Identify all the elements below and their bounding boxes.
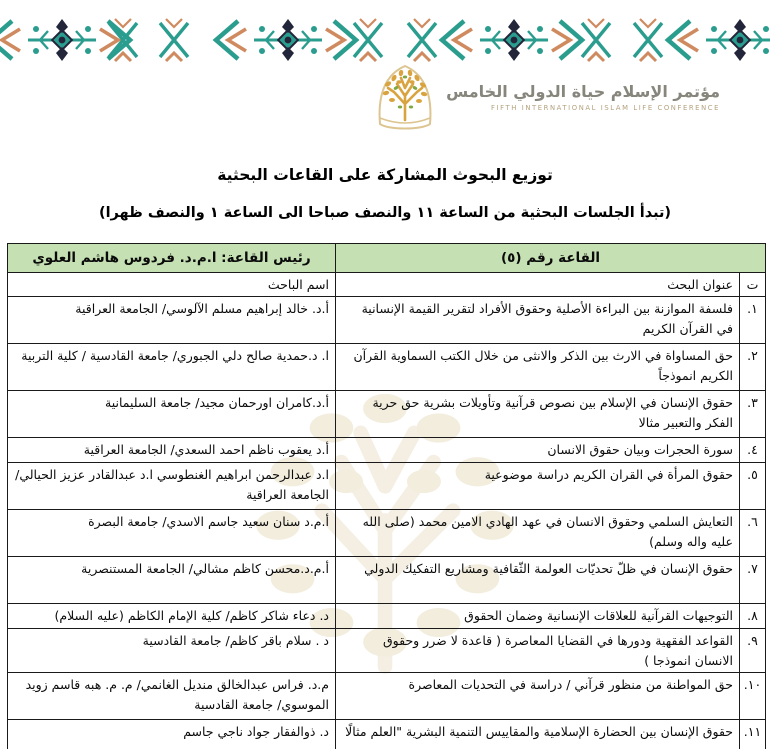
table-row: [8, 629, 766, 673]
chair-header-cell: رئيس القاعة: ا.م.د. فردوس هاشم العلوي: [8, 244, 336, 273]
researcher-name: أ.م.د.محسن كاظم مشالي/ الجامعة المستنصرية: [8, 557, 336, 604]
row-number: ٢.: [740, 344, 766, 391]
researcher-name: أ.د يعقوب ناظم احمد السعدي/ الجامعة العراقية: [8, 438, 336, 463]
research-title: التعايش السلمي وحقوق الانسان في عهد الهادي الامين محمد (صلى الله عليه واله وسلم): [336, 510, 740, 557]
schedule-table: [7, 243, 766, 749]
table-row: [8, 720, 766, 749]
page-title: توزيع البحوث المشاركة على القاعات البحثية: [217, 166, 553, 184]
table-row: [8, 673, 766, 720]
researcher-name: ا.د عبدالرحمن ابراهيم الغنطوسي ا.د عبدالقادر عزيز الحيالي/ الجامعة العراقية: [8, 463, 336, 510]
row-number: ٣.: [740, 391, 766, 438]
researcher-name: د . سلام باقر كاظم/ جامعة القادسية: [8, 629, 336, 673]
research-title: حقوق المرأة في القران الكريم دراسة موضوعية: [336, 463, 740, 510]
table-row: [8, 297, 766, 344]
conference-logo: [372, 60, 720, 134]
logo-subtitle-english: FIFTH INTERNATIONAL ISLAM LIFE CONFERENCE: [491, 104, 720, 112]
research-title: حقوق الإنسان في الإسلام بين نصوص قرآنية وتأويلات بشرية حق حرية الفكر والتعبير مثالا: [336, 391, 740, 438]
researcher-name: أ.م.د سنان سعيد جاسم الاسدي/ جامعة البصرة: [8, 510, 336, 557]
row-number: ٤.: [740, 438, 766, 463]
researcher-name: د. ذوالفقار جواد ناجي جاسم: [8, 720, 336, 749]
research-title: حق المساواة في الارث بين الذكر والانثى من خلال الكتب السماوية القرآن الكريم انموذجاً: [336, 344, 740, 391]
researcher-name: م.د. فراس عبدالخالق منديل الغانمي/ م. م. هبه قاسم زويد الموسوي/ جامعة القادسية: [8, 673, 336, 720]
row-number: ٦.: [740, 510, 766, 557]
research-title: سورة الحجرات وبيان حقوق الانسان: [336, 438, 740, 463]
row-number: ١١.: [740, 720, 766, 749]
column-header-num: ت: [740, 273, 766, 297]
research-title: حقوق الإنسان بين الحضارة الإسلامية والمقاييس التنمية البشرية "العلم مثالًا: [336, 720, 740, 749]
page-subtitle: (تبدأ الجلسات البحثية من الساعة ١١ والنصف صباحا الى الساعة ١ والنصف ظهرا): [98, 205, 672, 221]
row-number: ٩.: [740, 629, 766, 673]
table-row: [8, 463, 766, 510]
research-title: التوجيهات القرآنية للعلاقات الإنسانية وضمان الحقوق: [336, 604, 740, 629]
researcher-name: أ.د. خالد إبراهيم مسلم الآلوسي/ الجامعة العراقية: [8, 297, 336, 344]
research-title: فلسفة الموازنة بين البراءة الأصلية وحقوق الأفراد لتقرير القيمة الإنسانية في القرآن الكريم: [336, 297, 740, 344]
researcher-name: أ.د.كامران اورحمان مجيد/ جامعة السليمانية: [8, 391, 336, 438]
researcher-name: د. دعاء شاكر كاظم/ كلية الإمام الكاظم (عليه السلام): [8, 604, 336, 629]
researcher-name: ا. د.حمدية صالح دلي الجبوري/ جامعة القادسية / كلية التربية: [8, 344, 336, 391]
column-header-name: اسم الباحث: [8, 273, 336, 297]
table-row: [8, 438, 766, 463]
table-row: [8, 391, 766, 438]
row-number: ٨.: [740, 604, 766, 629]
row-number: ١.: [740, 297, 766, 344]
table-row: [8, 510, 766, 557]
logo-title-arabic: مؤتمر الإسلام حياة الدولي الخامس: [446, 82, 720, 101]
table-row: [8, 604, 766, 629]
research-title: القواعد الفقهية ودورها في القضايا المعاصرة ( قاعدة لا ضرر وحقوق الانسان انموذجا ): [336, 629, 740, 673]
research-title: حقوق الإنسان في ظلّ تحديّات العولمة الثّقافية ومشاريع التفكيك الدولي: [336, 557, 740, 604]
column-header-title: عنوان البحث: [336, 273, 740, 297]
research-title: حق المواطنة من منظور قرآني / دراسة في التحديات المعاصرة: [336, 673, 740, 720]
tree-in-dome-icon: [372, 60, 438, 134]
row-number: ٥.: [740, 463, 766, 510]
row-number: ٧.: [740, 557, 766, 604]
row-number: ١٠.: [740, 673, 766, 720]
table-row: [8, 557, 766, 604]
room-header-cell: القاعة رقم (٥): [336, 244, 766, 273]
table-row: [8, 344, 766, 391]
